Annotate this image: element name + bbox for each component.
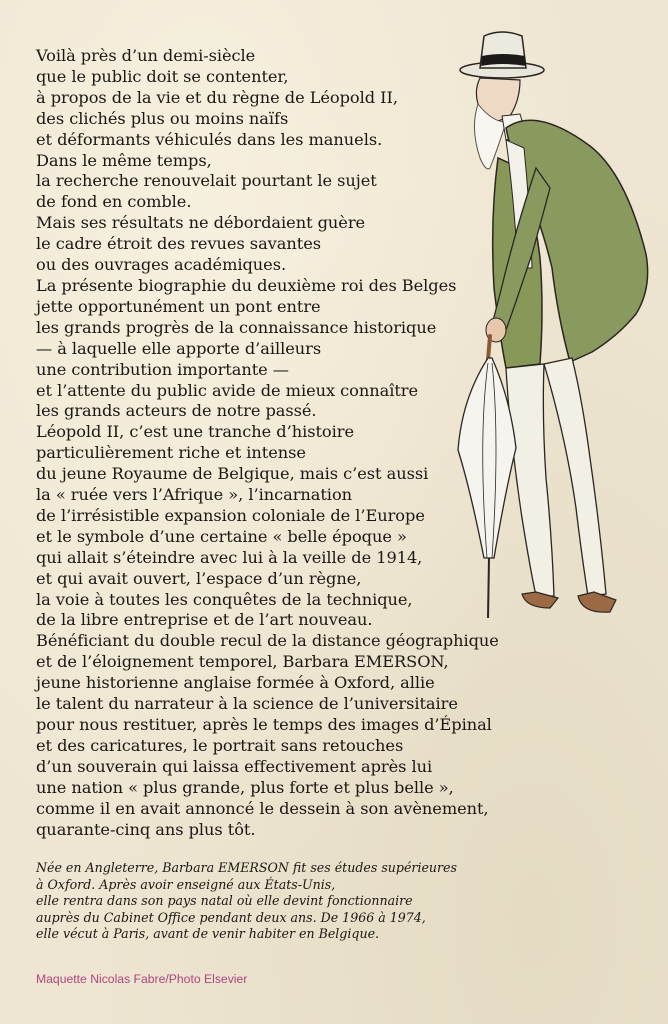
- blurb-line: qui allait s’éteindre avec lui à la veille de 1914,: [36, 547, 423, 567]
- blurb-line: de l’irrésistible expansion coloniale de l’Europe: [36, 505, 425, 525]
- blurb-line: à propos de la vie et du règne de Léopold II,: [36, 87, 398, 107]
- blurb-line: le talent du narrateur à la science de l’universitaire: [36, 694, 458, 714]
- design-credit: Maquette Nicolas Fabre/Photo Elsevier: [36, 972, 248, 986]
- blurb-line: Dans le même temps,: [36, 150, 212, 170]
- blurb-line: de fond en comble.: [36, 192, 192, 212]
- bio-line: à Oxford. Après avoir enseigné aux États-Unis,: [36, 876, 336, 892]
- blurb-line: du jeune Royaume de Belgique, mais c’est aussi: [36, 464, 429, 484]
- blurb-line: la recherche renouvelait pourtant le sujet: [36, 171, 377, 191]
- blurb-line: de la libre entreprise et de l’art nouveau.: [36, 610, 373, 630]
- blurb-line: ou des ouvrages académiques.: [36, 255, 287, 275]
- blurb-line: quarante-cinq ans plus tôt.: [36, 819, 256, 839]
- bio-line: elle rentra dans son pays natal où elle devint fonctionnaire: [36, 893, 413, 908]
- blurb-line: que le public doit se contenter,: [36, 66, 289, 86]
- blurb-line: et des caricatures, le portrait sans retouches: [36, 735, 404, 755]
- blurb-line: jeune historienne anglaise formée à Oxford, allie: [36, 673, 435, 693]
- blurb-line: et l’attente du public avide de mieux connaître: [36, 380, 419, 400]
- blurb-line: des clichés plus ou moins naïfs: [36, 108, 289, 128]
- caricature-illustration: [440, 18, 660, 638]
- blurb-line: la voie à toutes les conquêtes de la technique,: [36, 589, 413, 609]
- blurb-line: — à laquelle elle apporte d’ailleurs: [36, 338, 322, 358]
- blurb-line: Mais ses résultats ne débordaient guère: [36, 213, 366, 233]
- blurb-line: et de l’éloignement temporel, Barbara EMERSON,: [36, 652, 449, 672]
- blurb-line: comme il en avait annoncé le dessein à son avènement,: [36, 798, 489, 818]
- blurb-line: et le symbole d’une certaine « belle époque »: [36, 526, 407, 546]
- blurb-line: une nation « plus grande, plus forte et plus belle »,: [36, 777, 454, 797]
- blurb-line: Voilà près d’un demi-siècle: [36, 46, 256, 65]
- blurb-line: jette opportunément un pont entre: [36, 296, 321, 316]
- blurb-line: particulièrement riche et intense: [36, 443, 306, 463]
- blurb-line: pour nous restituer, après le temps des images d’Épinal: [36, 715, 492, 734]
- blurb-line: et déformants véhiculés dans les manuels.: [36, 129, 383, 149]
- blurb-line: les grands progrès de la connaissance historique: [36, 317, 437, 337]
- blurb-line: d’un souverain qui laissa effectivement après lui: [36, 756, 433, 776]
- blurb-line: Bénéficiant du double recul de la distance géographique: [36, 631, 499, 651]
- blurb-text: [36, 46, 499, 840]
- bio-line: auprès du Cabinet Office pendant deux ans. De 1966 à 1974,: [36, 909, 426, 925]
- blurb-line: les grands acteurs de notre passé.: [36, 401, 317, 421]
- blurb-line: la « ruée vers l’Afrique », l’incarnation: [36, 485, 353, 505]
- blurb-line: Léopold II, c’est une tranche d’histoire: [36, 422, 354, 442]
- blurb-line: une contribution importante —: [36, 359, 289, 379]
- hat-icon: [460, 32, 544, 78]
- blurb-line: le cadre étroit des revues savantes: [36, 234, 321, 254]
- blurb-line: et qui avait ouvert, l’espace d’un règne,: [36, 568, 362, 588]
- bio-line: Née en Angleterre, Barbara EMERSON fit ses études supérieures: [36, 860, 457, 875]
- bio-line: elle vécut à Paris, avant de venir habiter en Belgique.: [36, 926, 380, 941]
- blurb-line: La présente biographie du deuxième roi des Belges: [36, 275, 457, 295]
- author-bio: [36, 860, 496, 943]
